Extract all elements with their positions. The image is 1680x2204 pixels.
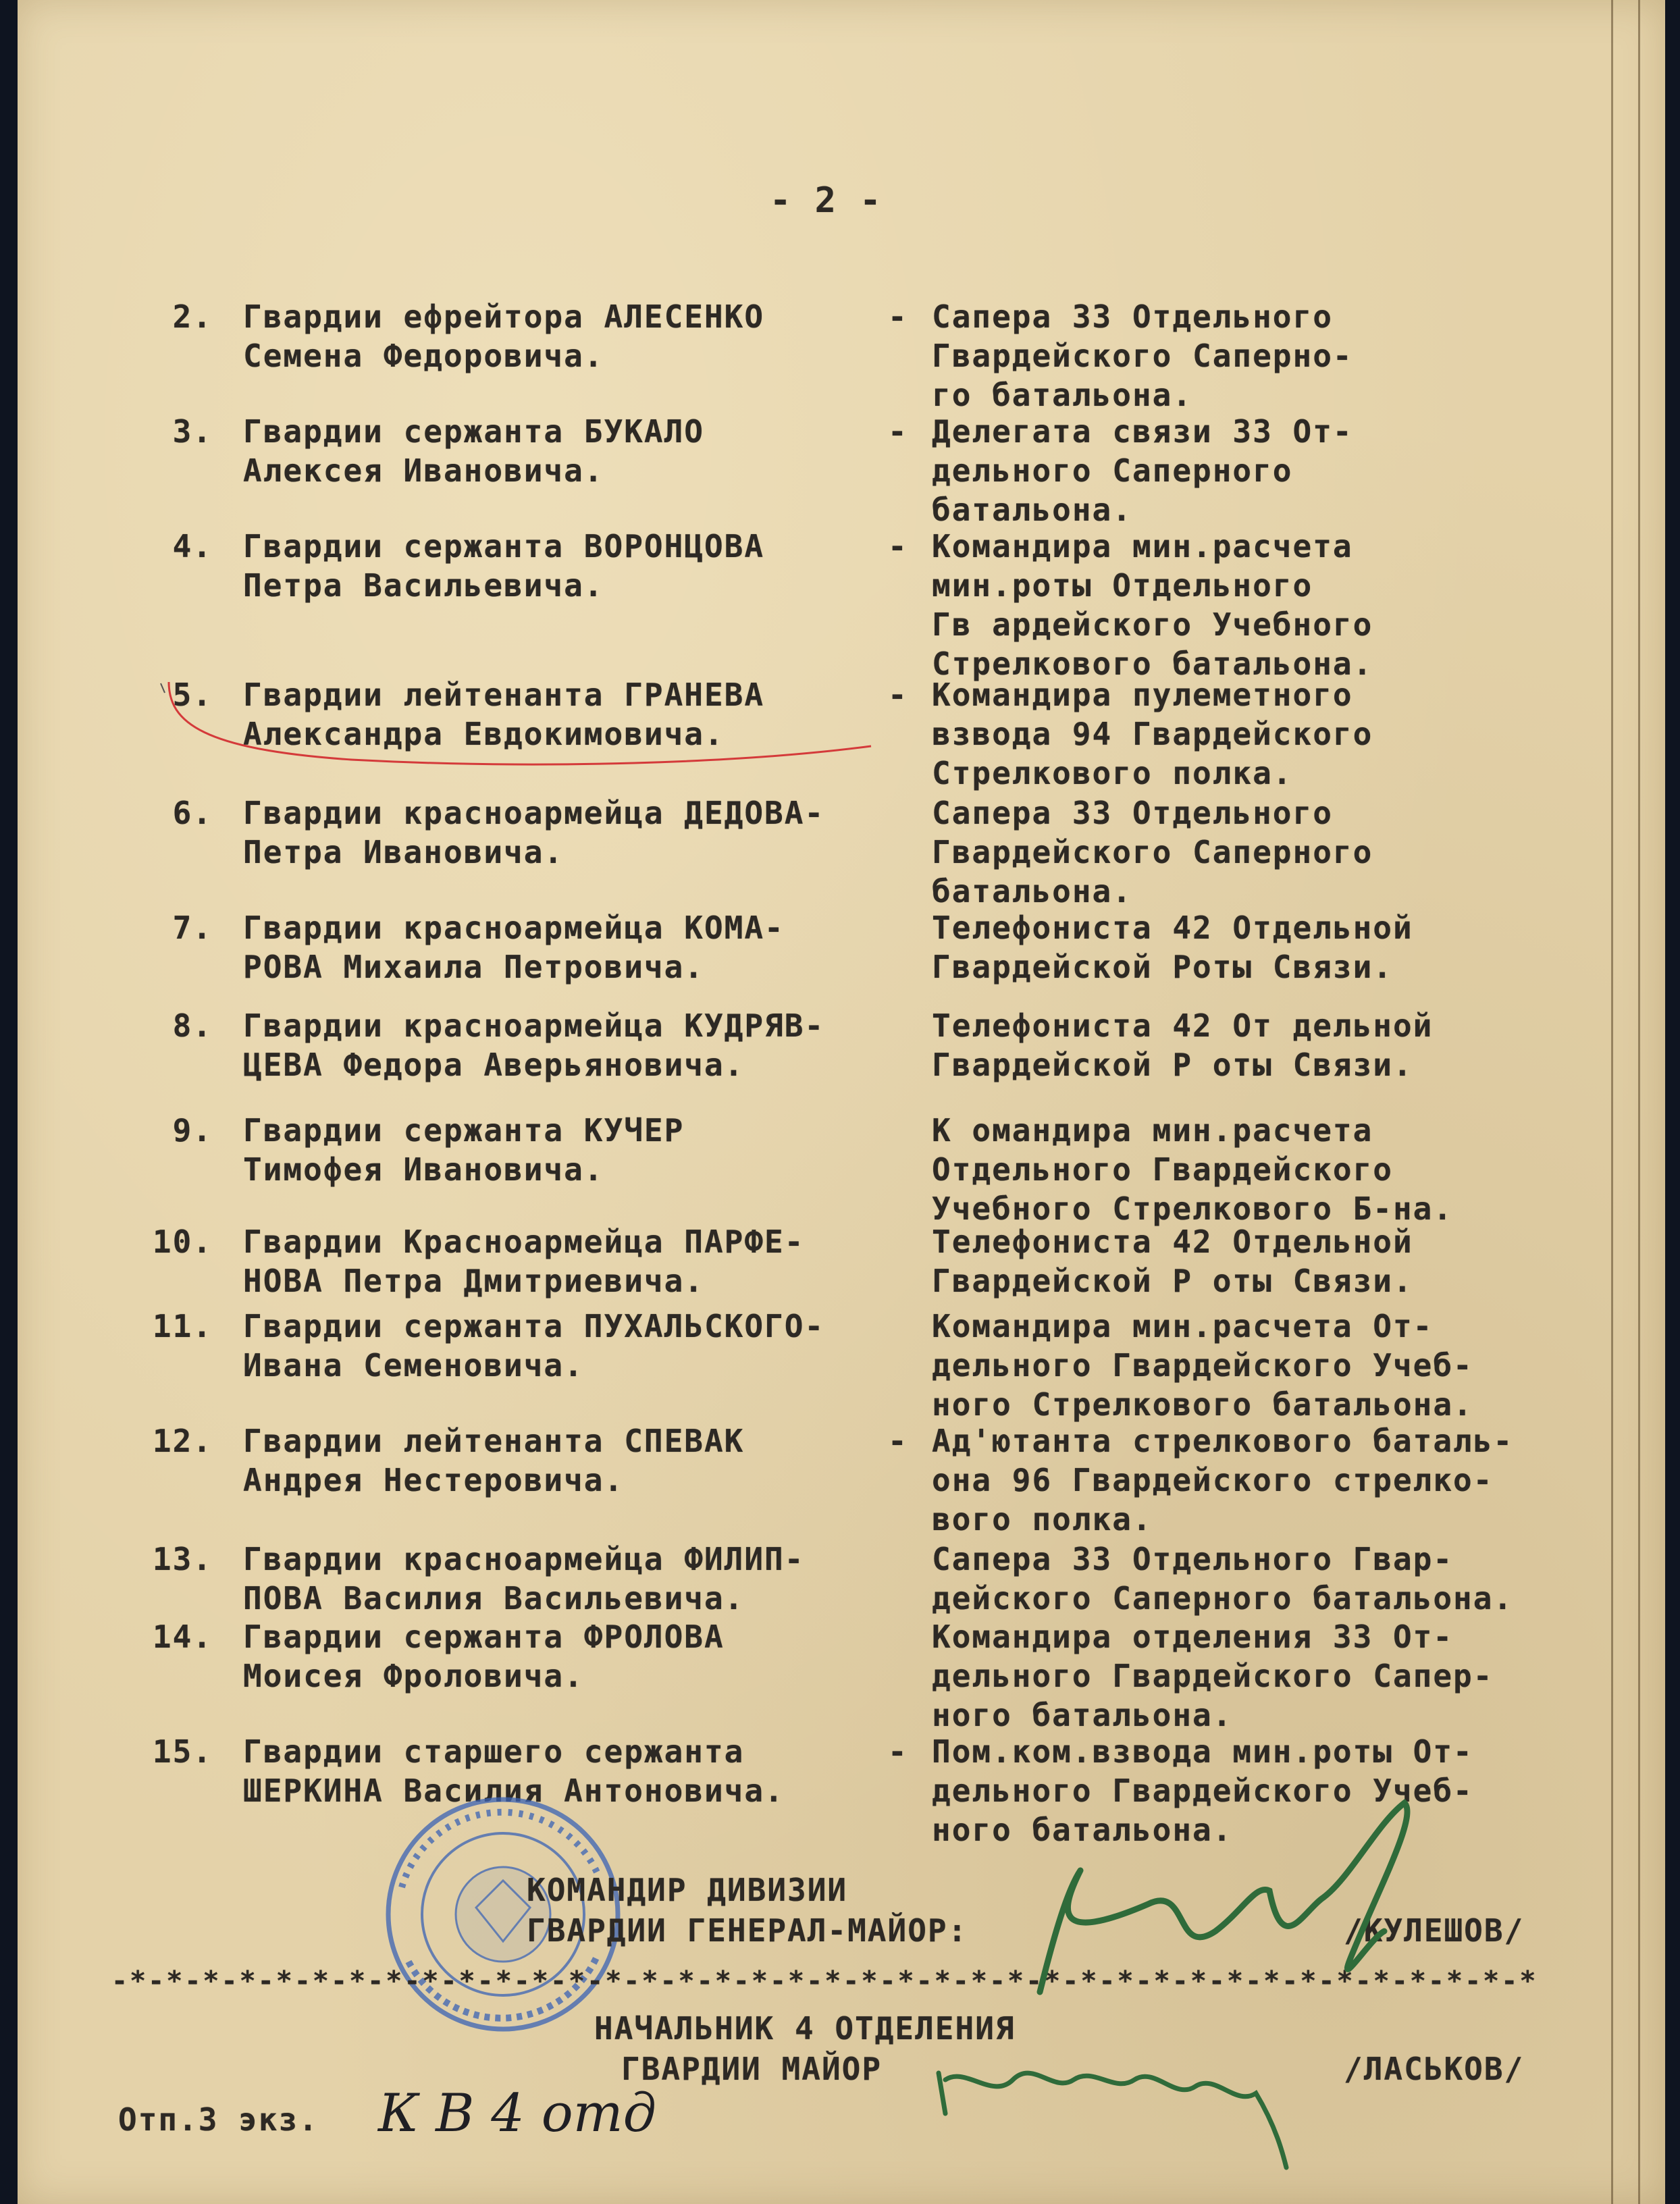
entry-number: 15.	[152, 1733, 213, 1770]
entry-position: мин.роты Отдельного	[932, 567, 1313, 604]
entry-position: дейского Саперного батальона.	[932, 1580, 1514, 1617]
entry-rank-name: Гвардии красноармейца ДЕДОВА-	[243, 795, 825, 831]
entry-rank-name: Ивана Семеновича.	[243, 1347, 584, 1384]
commander-name: /КУЛЕШОВ/	[1344, 1912, 1525, 1949]
page-number: - 2 -	[770, 180, 883, 221]
entry-rank-name: Гвардии лейтенанта ГРАНЕВА	[243, 677, 765, 713]
entry-position: Сапера 33 Отдельного	[932, 298, 1333, 335]
entry-position: ного батальона.	[932, 1697, 1233, 1733]
entry-position: го батальона.	[932, 377, 1193, 413]
entry-position: дельного Гвардейского Учеб-	[932, 1347, 1473, 1384]
entry-rank-name: Гвардии лейтенанта СПЕВАК	[243, 1423, 745, 1459]
entry-position: Гвардейского Саперно-	[932, 338, 1353, 374]
entry-number: 6.	[172, 795, 213, 831]
chief-title: НАЧАЛЬНИК 4 ОТДЕЛЕНИЯ	[594, 2010, 1016, 2047]
entry-number: 12.	[152, 1423, 213, 1459]
entry-number: 11.	[152, 1308, 213, 1344]
entry-dash: -	[888, 677, 908, 713]
entry-rank-name: Гвардии красноармейца КОМА-	[243, 910, 785, 946]
entry-position: Телефониста 42 Отдельной	[932, 1224, 1413, 1260]
entry-position: ного батальона.	[932, 1812, 1233, 1848]
entry-number: 10.	[152, 1224, 213, 1260]
entry-position: Командира отделения 33 От-	[932, 1619, 1454, 1655]
entry-position: дельного Гвардейского Учеб-	[932, 1773, 1473, 1809]
entry-position: Ад'ютанта стрелкового баталь-	[932, 1423, 1514, 1459]
entry-rank-name: Алексея Ивановича.	[243, 452, 604, 489]
entry-position: Сапера 33 Отдельного Гвар-	[932, 1541, 1454, 1577]
entry-rank-name: НОВА Петра Дмитриевича.	[243, 1263, 704, 1299]
entry-rank-name: Гвардии сержанта ВОРОНЦОВА	[243, 528, 765, 565]
entry-rank-name: Гвардии старшего сержанта	[243, 1733, 745, 1770]
entry-dash: -	[888, 1733, 908, 1770]
entry-position: К омандира мин.расчета	[932, 1112, 1373, 1149]
entry-position: Гв ардейского Учебного	[932, 606, 1373, 643]
entry-number: 2.	[172, 298, 213, 335]
entry-position: Гвардейской Роты Связи.	[932, 949, 1393, 985]
entry-position: Телефониста 42 Отдельной	[932, 910, 1413, 946]
entry-position: Делегата связи 33 От-	[932, 413, 1353, 450]
entry-position: Гвардейского Саперного	[932, 834, 1373, 870]
entry-position: она 96 Гвардейского стрелко-	[932, 1462, 1494, 1498]
entry-position: дельного Гвардейского Сапер-	[932, 1658, 1494, 1694]
entry-rank-name: Петра Ивановича.	[243, 834, 565, 870]
entry-position: Стрелкового полка.	[932, 755, 1293, 791]
entry-position: дельного Саперного	[932, 452, 1293, 489]
entry-position: Командира пулеметного	[932, 677, 1353, 713]
entry-number: 4.	[172, 528, 213, 565]
chief-rank: ГВАРДИИ МАЙОР	[621, 2051, 883, 2087]
entry-rank-name: Александра Евдокимовича.	[243, 716, 725, 752]
entry-rank-name: Гвардии ефрейтора АЛЕСЕНКО	[243, 298, 765, 335]
entry-number: 7.	[172, 910, 213, 946]
entry-rank-name: Петра Васильевича.	[243, 567, 604, 604]
entry-rank-name: Гвардии сержанта ПУХАЛЬСКОГО-	[243, 1308, 825, 1344]
entry-position: Телефониста 42 От дельной	[932, 1007, 1434, 1044]
commander-rank: ГВАРДИИ ГЕНЕРАЛ-МАЙОР:	[527, 1912, 968, 1949]
chief-name: /ЛАСЬКОВ/	[1344, 2051, 1525, 2087]
entry-position: Гвардейской Р оты Связи.	[932, 1263, 1413, 1299]
entry-dash: -	[888, 298, 908, 335]
entry-position: Командира мин.расчета	[932, 528, 1353, 565]
entry-rank-name: ШЕРКИНА Василия Антоновича.	[243, 1773, 785, 1809]
entry-rank-name: Гвардии Красноармейца ПАРФЕ-	[243, 1224, 805, 1260]
entry-position: Стрелкового батальона.	[932, 646, 1373, 682]
entry-position: Учебного Стрелкового Б-на.	[932, 1190, 1454, 1227]
entry-number: 9.	[172, 1112, 213, 1149]
entry-rank-name: Семена Федоровича.	[243, 338, 604, 374]
entry-position: батальона.	[932, 873, 1132, 910]
entry-rank-name: Андрея Нестеровича.	[243, 1462, 625, 1498]
separator-line: -*-*-*-*-*-*-*-*-*-*-*-*-*-*-*-*-*-*-*-*-*-*-*-*-*-*-*-*-*-*-*-*-*-*-*-*-*-*-*	[111, 1966, 1538, 1997]
entry-rank-name: ПОВА Василия Васильевича.	[243, 1580, 745, 1617]
entry-rank-name: Моисея Фроловича.	[243, 1658, 584, 1694]
entry-position: взвода 94 Гвардейского	[932, 716, 1373, 752]
entry-position: Отдельного Гвардейского	[932, 1151, 1393, 1188]
entry-rank-name: ЦЕВА Федора Аверьяновича.	[243, 1047, 745, 1083]
entry-dash: -	[888, 413, 908, 450]
entry-number: 14.	[152, 1619, 213, 1655]
entry-rank-name: Гвардии красноармейца КУДРЯВ-	[243, 1007, 825, 1044]
commander-title: КОМАНДИР ДИВИЗИИ	[527, 1872, 848, 1908]
entry-number: 8.	[172, 1007, 213, 1044]
handwritten-note: К В 4 отд	[378, 2083, 657, 2144]
entry-rank-name: Гвардии сержанта КУЧЕР	[243, 1112, 685, 1149]
entry-number: 13.	[152, 1541, 213, 1577]
entry-position: Сапера 33 Отдельного	[932, 795, 1333, 831]
entry-position: Командира мин.расчета От-	[932, 1308, 1434, 1344]
entry-rank-name: Гвардии сержанта ФРОЛОВА	[243, 1619, 725, 1655]
entry-number: 5.	[172, 677, 213, 713]
entry-rank-name: Тимофея Ивановича.	[243, 1151, 604, 1188]
entry-number: 3.	[172, 413, 213, 450]
entry-position: батальона.	[932, 492, 1132, 528]
entry-rank-name: Гвардии красноармейца ФИЛИП-	[243, 1541, 805, 1577]
entry-dash: -	[888, 1423, 908, 1459]
entry-dash: -	[888, 528, 908, 565]
copies-note: Отп.3 экз.	[118, 2101, 319, 2138]
entry-rank-name: Гвардии сержанта БУКАЛО	[243, 413, 704, 450]
entry-position: Пом.ком.взвода мин.роты От-	[932, 1733, 1473, 1770]
entry-position: вого полка.	[932, 1501, 1153, 1538]
entry-position: Гвардейской Р оты Связи.	[932, 1047, 1413, 1083]
entry-position: ного Стрелкового батальона.	[932, 1386, 1473, 1423]
entry-rank-name: РОВА Михаила Петровича.	[243, 949, 704, 985]
